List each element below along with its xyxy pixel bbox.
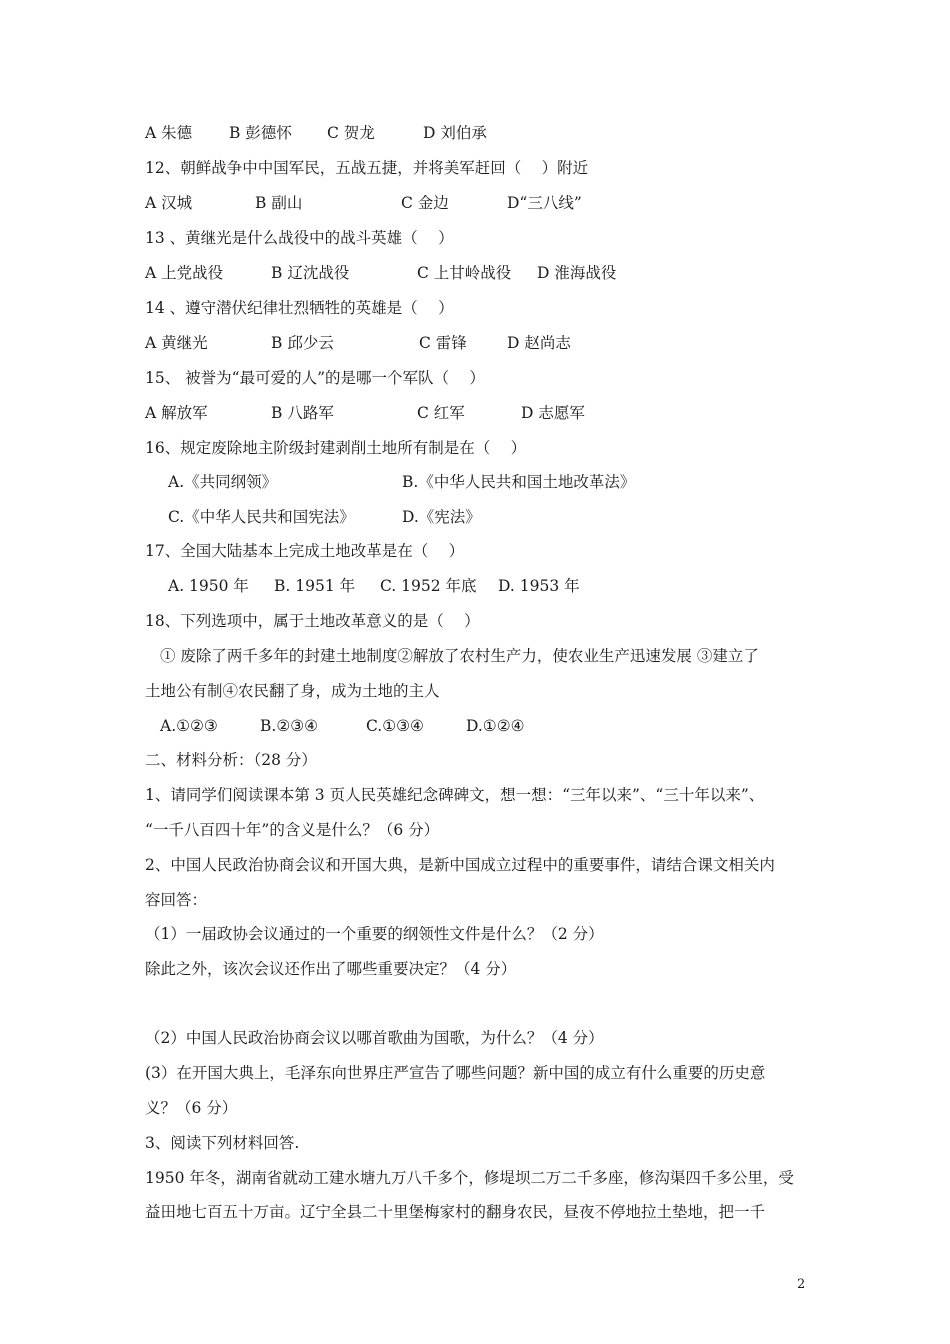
q17-option-d: D. 1953 年 <box>498 577 580 595</box>
q16-option-d: D.《宪法》 <box>402 508 481 526</box>
q11-option-c: C 贺龙 <box>327 124 375 142</box>
q11-option-b: B 彭德怀 <box>229 124 292 142</box>
q13-option-c: C 上甘岭战役 <box>417 264 512 282</box>
q14-option-b: B 邱少云 <box>271 334 334 352</box>
q16-option-c: C.《中华人民共和国宪法》 <box>168 508 355 526</box>
material-3-para-line2: 益田地七百五十万亩。辽宁全县二十里堡梅家村的翻身农民，昼夜不停地拉土垫地，把一千 <box>145 1203 766 1221</box>
q17-option-b: B. 1951 年 <box>274 577 356 595</box>
q18-option-c: C.①③④ <box>366 717 424 735</box>
q17-stem: 17、全国大陆基本上完成土地改革是在（ ） <box>145 542 465 560</box>
material-1-line2: “一千八百四十年”的含义是什么？（6 分） <box>145 821 440 839</box>
q17-option-a: A. 1950 年 <box>168 577 249 595</box>
q16-stem: 16、规定废除地主阶级封建剥削土地所有制是在（ ） <box>145 439 527 457</box>
q14-option-c: C 雷锋 <box>419 334 467 352</box>
q16-option-b: B.《中华人民共和国土地改革法》 <box>402 473 636 491</box>
material-2-sub1b: 除此之外，该次会议还作出了哪些重要决定？（4 分） <box>145 960 517 978</box>
q18-statement-line2: 土地公有制④农民翻了身，成为土地的主人 <box>145 682 440 700</box>
q18-option-b: B.②③④ <box>260 717 319 735</box>
q18-statement-line1: ① 废除了两千多年的封建土地制度②解放了农村生产力，使农业生产迅速发展 ③建立了 <box>160 647 759 665</box>
material-3-para-line1: 1950 年冬，湖南省就动工建水塘九万八千多个，修堤坝二万二千多座，修沟渠四千多公里，受 <box>145 1169 794 1187</box>
q18-option-a: A.①②③ <box>160 717 218 735</box>
q14-option-d: D 赵尚志 <box>507 334 571 352</box>
page-number: 2 <box>797 1277 806 1292</box>
q13-option-d: D 淮海战役 <box>537 264 617 282</box>
q14-stem: 14 、遵守潜伏纪律壮烈牺牲的英雄是（ ） <box>145 299 454 317</box>
q13-option-a: A 上党战役 <box>145 264 224 282</box>
q12-option-c: C 金边 <box>401 194 449 212</box>
section-2-heading: 二、材料分析：（28 分） <box>145 751 317 769</box>
q12-option-b: B 副山 <box>255 194 303 212</box>
q15-stem: 15、 被誉为“最可爱的人”的是哪一个军队（ ） <box>145 369 485 387</box>
material-2-sub3: (3）在开国大典上，毛泽东向世界庄严宣告了哪些问题？新中国的成立有什么重要的历史意 <box>145 1064 766 1082</box>
q15-option-c: C 红军 <box>417 404 465 422</box>
q13-stem: 13 、黄继光是什么战役中的战斗英雄（ ） <box>145 229 454 247</box>
q18-option-d: D.①②④ <box>466 717 525 735</box>
material-3-stem: 3、阅读下列材料回答. <box>145 1134 300 1152</box>
q17-option-c: C. 1952 年底 <box>380 577 477 595</box>
material-2-line2: 容回答： <box>145 891 208 909</box>
q15-option-d: D 志愿军 <box>521 404 585 422</box>
q12-option-a: A 汉城 <box>145 194 193 212</box>
material-2-sub2: （2）中国人民政治协商会议以哪首歌曲为国歌，为什么？（4 分） <box>145 1029 604 1047</box>
q12-stem: 12、朝鲜战争中中国军民，五战五捷，并将美军赶回（ ）附近 <box>145 159 589 177</box>
q15-option-a: A 解放军 <box>145 404 208 422</box>
q12-option-d: D“三八线” <box>507 194 582 212</box>
material-2-line1: 2、中国人民政治协商会议和开国大典，是新中国成立过程中的重要事件，请结合课文相关内 <box>145 856 775 874</box>
q14-option-a: A 黄继光 <box>145 334 208 352</box>
q16-option-a: A.《共同纲领》 <box>168 473 278 491</box>
q11-option-d: D 刘伯承 <box>423 124 487 142</box>
q15-option-b: B 八路军 <box>271 404 334 422</box>
q18-stem: 18、下列选项中，属于土地改革意义的是（ ） <box>145 612 480 630</box>
material-2-sub3b: 义？（6 分） <box>145 1099 238 1117</box>
material-1-line1: 1、请同学们阅读课本第 3 页人民英雄纪念碑碑文，想一想：“三年以来”、“三十年以来”、 <box>145 786 765 804</box>
material-2-sub1: （1）一届政协会议通过的一个重要的纲领性文件是什么？（2 分） <box>145 925 604 943</box>
q11-option-a: A 朱德 <box>145 124 193 142</box>
q13-option-b: B 辽沈战役 <box>271 264 350 282</box>
